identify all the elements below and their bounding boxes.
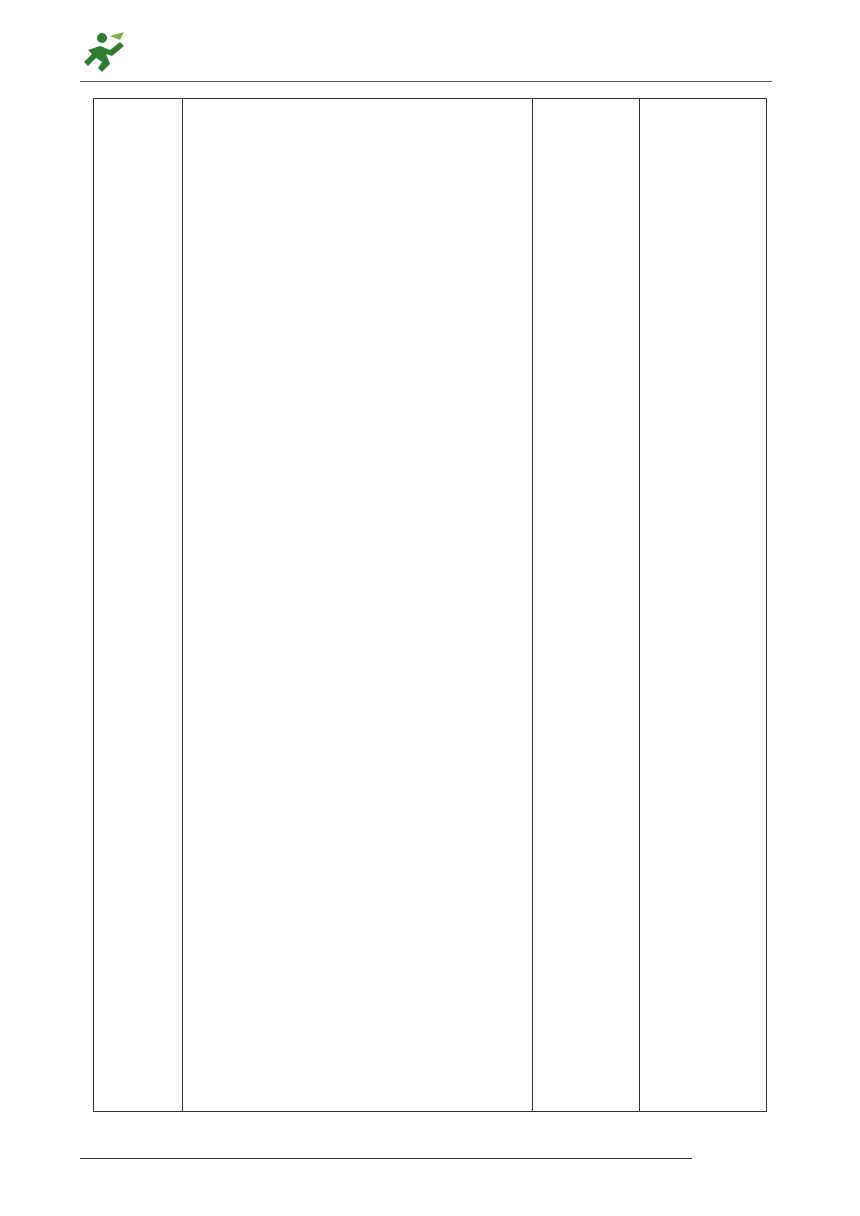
runner-logo-icon bbox=[80, 30, 126, 74]
footer-divider bbox=[80, 1158, 692, 1159]
lesson-table bbox=[93, 98, 767, 1112]
page-header bbox=[0, 0, 860, 90]
column-divider bbox=[639, 99, 640, 1111]
column-divider bbox=[182, 99, 183, 1111]
site-logo bbox=[80, 30, 250, 80]
header-divider bbox=[80, 81, 772, 82]
column-divider bbox=[532, 99, 533, 1111]
